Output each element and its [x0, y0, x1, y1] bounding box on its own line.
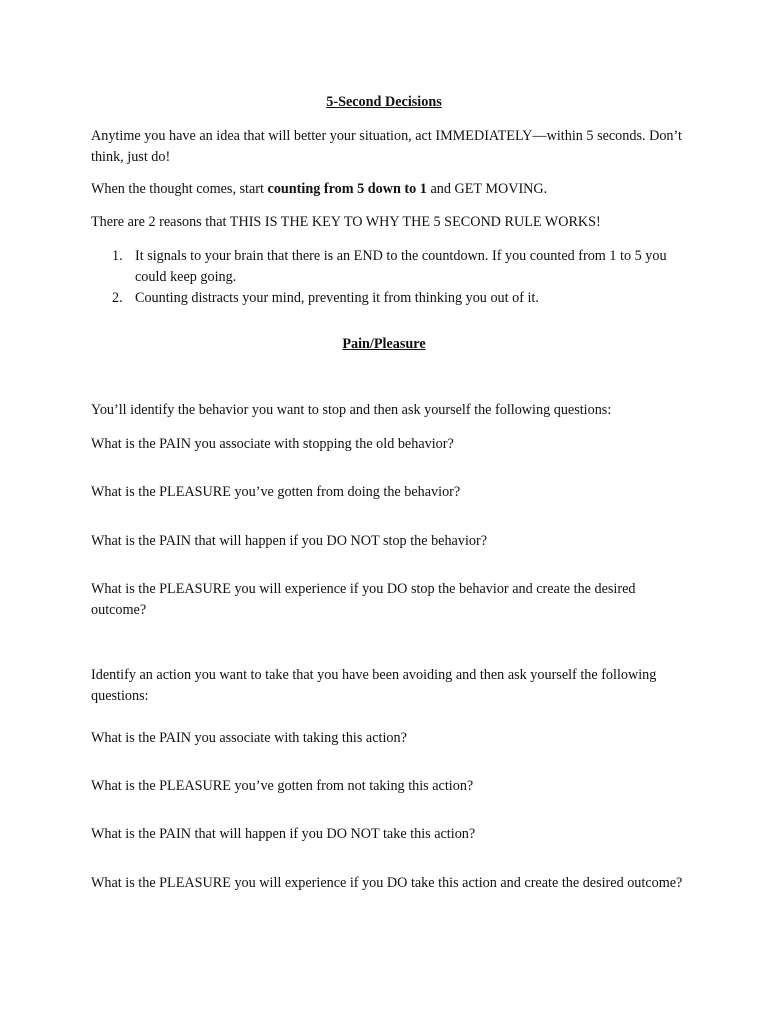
question-pleasure-doing: What is the PLEASURE you’ve gotten from doing the behavior?	[91, 484, 461, 500]
list-item	[91, 246, 691, 288]
question-pain-not-stopping: What is the PAIN that will happen if you DO NOT stop the behavior?	[91, 533, 488, 549]
question-pleasure-not-taking: What is the PLEASURE you’ve gotten from not taking this action?	[91, 778, 474, 794]
list-item-number: 2.	[112, 290, 123, 306]
section-title-5-second-decisions: 5-Second Decisions	[326, 94, 442, 110]
paragraph-counting	[91, 179, 691, 200]
question-pleasure-taking: What is the PLEASURE you will experience if you DO take this action and create the desired outcome?	[91, 875, 683, 891]
question-pain-not-taking: What is the PAIN that will happen if you DO NOT take this action?	[91, 826, 476, 842]
list-item	[91, 288, 691, 309]
intro-action: Identify an action you want to take that you have been avoiding and then ask yourself the following questions:	[91, 667, 657, 704]
list-item-number: 1.	[112, 248, 123, 264]
question-pain-stopping: What is the PAIN you associate with stopping the old behavior?	[91, 436, 454, 452]
intro-behavior: You’ll identify the behavior you want to stop and then ask yourself the following questions:	[91, 402, 612, 418]
paragraph-counting-bold: counting from 5 down to 1	[267, 181, 427, 197]
paragraph-two-reasons: There are 2 reasons that THIS IS THE KEY TO WHY THE 5 SECOND RULE WORKS!	[91, 214, 601, 230]
reasons-list	[91, 246, 691, 309]
paragraph-act-immediately: Anytime you have an idea that will better your situation, act IMMEDIATELY—within 5 seconds. Don’t think, just do!	[91, 128, 682, 165]
list-item-text: Counting distracts your mind, preventing it from thinking you out of it.	[135, 290, 539, 306]
paragraph-counting-end: and GET MOVING.	[426, 181, 548, 197]
section-title-pain-pleasure: Pain/Pleasure	[342, 336, 426, 352]
question-pleasure-stopping: What is the PLEASURE you will experience if you DO stop the behavior and create the desired outcome?	[91, 581, 636, 618]
question-pain-taking-action: What is the PAIN you associate with taking this action?	[91, 730, 407, 746]
paragraph-counting-start: When the thought comes, start	[91, 181, 268, 197]
list-item-text: It signals to your brain that there is an END to the countdown. If you counted from 1 to 5 you could keep going.	[135, 248, 667, 285]
